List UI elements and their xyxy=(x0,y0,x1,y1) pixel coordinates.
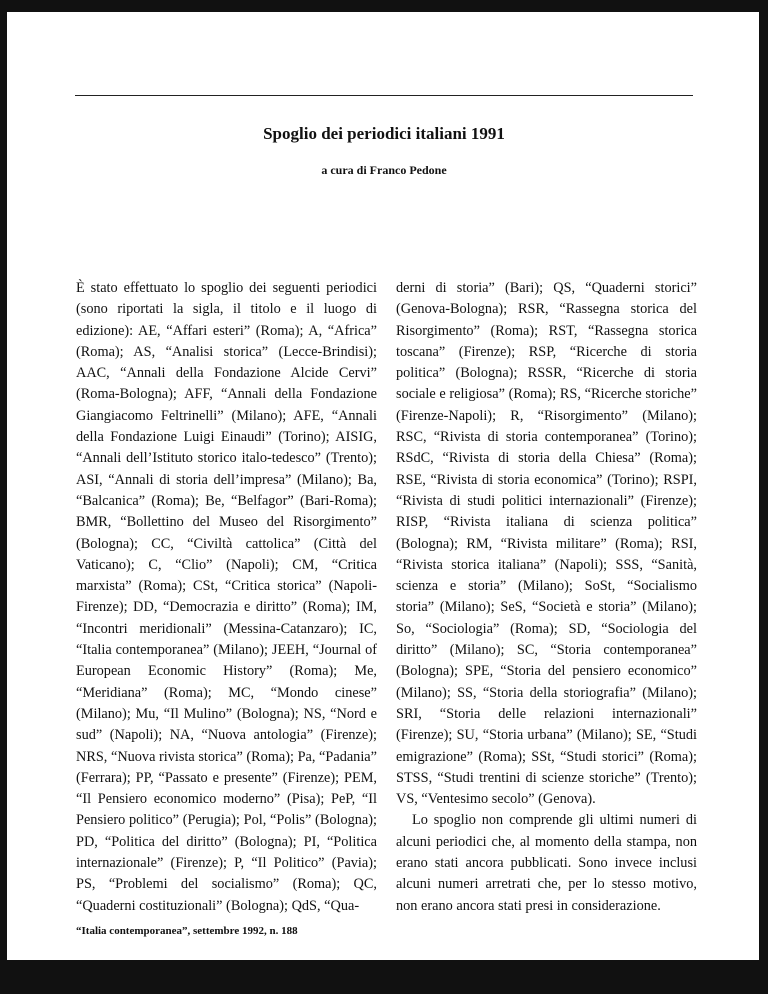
note-paragraph: Lo spoglio non comprende gli ultimi numeri di alcuni periodici che, al momento della stampa, non erano stati ancora pubblicati. Sono invece inclusi alcuni numeri arretrati che, per lo stesso motivo, non erano ancora stati presi in considerazione. xyxy=(396,812,697,914)
journal-footer: “Italia contemporanea”, settembre 1992, n. 188 xyxy=(76,925,298,937)
page-border-left xyxy=(0,0,7,994)
text-column-right xyxy=(396,278,697,917)
page-border-top xyxy=(0,0,768,12)
article-title: Spoglio dei periodici italiani 1991 xyxy=(263,124,505,143)
header-rule xyxy=(75,95,693,96)
page-border-bottom xyxy=(0,960,768,994)
article-byline: a cura di Franco Pedone xyxy=(321,163,447,177)
intro-paragraph-part-1: È stato effettuato lo spoglio dei seguenti periodici (sono riportati la sigla, il titolo e il luogo di edizione): AE, “Affari esteri” (Roma); A, “Africa” (Roma); AS, “Analisi storica” (Lecce-Brindisi); AAC, “Annali della Fondazione Alcide Cervi” (Roma-Bologna); AFF, “Annali della Fondazione Giangiacomo Feltrinelli” (Milano); AFE, “Annali della Fondazione Luigi Einaudi” (Torino); AISIG, “Annali dell’Istituto storico italo-tedesco” (Trento); ASI, “Annali di storia dell’impresa” (Milano); Ba, “Balcanica” (Roma); Be, “Belfagor” (Bari-Roma); BMR, “Bollettino del Museo del Risorgimento” (Bologna); CC, “Civiltà cattolica” (Città del Vaticano); C, “Clio” (Napoli); CM, “Critica marxista” (Roma); CSt, “Critica storica” (Napoli-Firenze); DD, “Democrazia e diritto” (Roma); IM, “Incontri meridionali” (Messina-Catanzaro); IC, “Italia contemporanea” (Milano); JEEH, “Journal of European Economic History” (Roma); Me, “Meridiana” (Roma); MC, “Mondo cinese” (Milano); Mu, “Il Mulino” (Bologna); NS, “Nord e sud” (Napoli); NA, “Nuova antologia” (Firenze); NRS, “Nuova rivista storica” (Roma); Pa, “Padania” (Ferrara); PP, “Passato e presente” (Firenze); PEM, “Il Pensiero economico moderno” (Pisa); PeP, “Il Pensiero politico” (Perugia); Pol, “Polis” (Bologna); PD, “Politica del diritto” (Bologna); PI, “Politica internazionale” (Firenze); P, “Il Politico” (Pavia); PS, “Problemi del socialismo” (Roma); QC, “Quaderni costituzionali” (Bologna); QdS, “Qua- xyxy=(76,280,377,914)
text-column-left xyxy=(76,278,377,917)
page-border-right xyxy=(759,0,768,994)
intro-paragraph-part-2: derni di storia” (Bari); QS, “Quaderni storici” (Genova-Bologna); RSR, “Rassegna storica del Risorgimento” (Roma); RST, “Rassegna storica toscana” (Firenze); RSP, “Ricerche di storia politica” (Bologna); RSSR, “Ricerche di storia sociale e religiosa” (Roma); RS, “Ricerche storiche” (Firenze-Napoli); R, “Risorgimento” (Milano); RSC, “Rivista di storia contemporanea” (Torino); RSdC, “Rivista di storia della Chiesa” (Roma); RSE, “Rivista di storia economica” (Torino); RSPI, “Rivista di studi politici internazionali” (Firenze); RISP, “Rivista italiana di scienza politica” (Bologna); RM, “Rivista militare” (Roma); RSI, “Rivista storica italiana” (Napoli); SSS, “Sanità, scienza e storia” (Milano); SoSt, “Socialismo storia” (Milano); SeS, “Società e storia” (Milano); So, “Sociologia” (Roma); SD, “Sociologia del diritto” (Milano); SC, “Storia contemporanea” (Bologna); SPE, “Storia del pensiero economico” (Milano); SS, “Storia della storiografia” (Milano); SRI, “Storia delle relazioni internazionali” (Firenze); SU, “Storia urbana” (Milano); SE, “Studi emigrazione” (Roma); SSt, “Studi storici” (Roma); STSS, “Studi trentini di scienze storiche” (Trento); VS, “Ventesimo secolo” (Genova). xyxy=(396,280,697,808)
